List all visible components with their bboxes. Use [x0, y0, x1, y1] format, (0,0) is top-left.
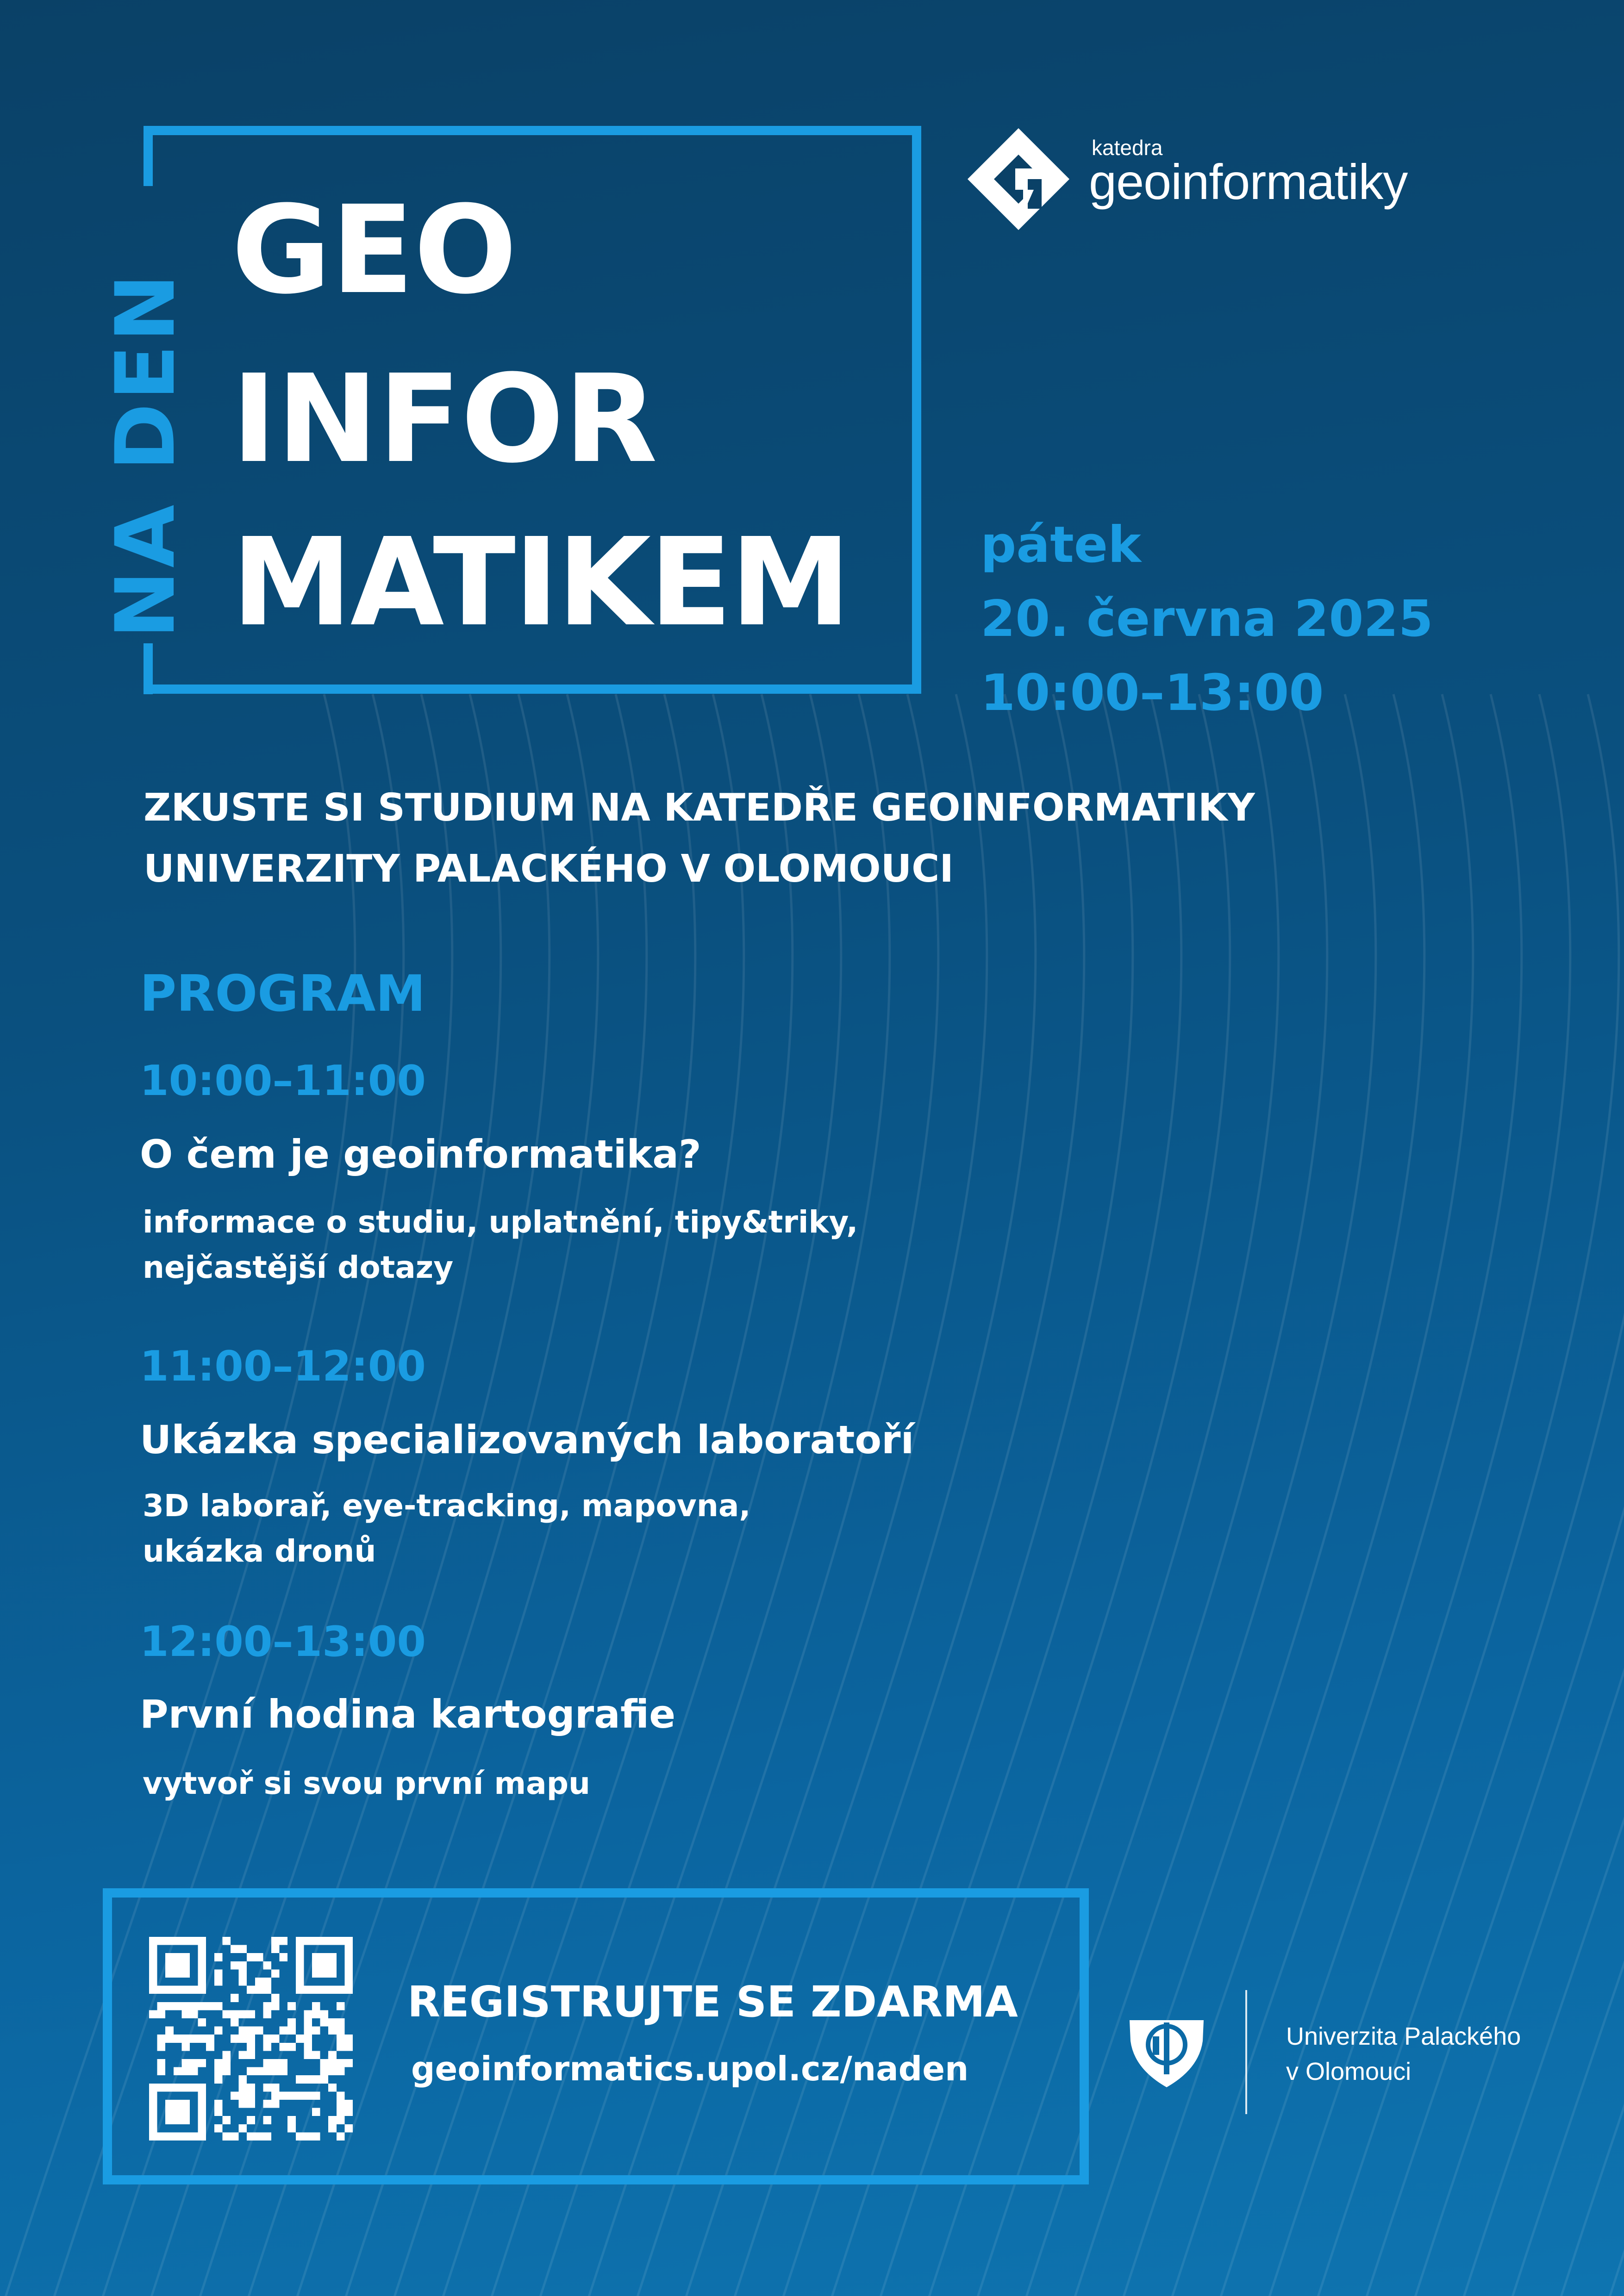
qr-code-icon[interactable]: [149, 1937, 353, 2140]
logo-small-text: katedra: [1092, 136, 1163, 160]
slot-1-desc: [143, 1200, 858, 1290]
title-frame-left-bottom: [144, 643, 153, 694]
university-divider: [1245, 1990, 1247, 2114]
vertical-title-na-den: NA DEN: [98, 271, 193, 639]
intro-text: [144, 778, 1255, 900]
title-line-geo: GEO: [231, 180, 517, 321]
slot-1-title: O čem je geoinformatika?: [140, 1132, 701, 1177]
logo-big-text: geoinformatiky: [1089, 154, 1408, 210]
program-heading: PROGRAM: [140, 965, 425, 1023]
slot-2-title: Ukázka specializovaných laboratoří: [140, 1417, 914, 1462]
university-name: [1286, 2019, 1521, 2089]
event-time: 10:00–13:00: [981, 664, 1324, 722]
event-date-block: [981, 508, 1433, 730]
slot-3-time: 12:00–13:00: [140, 1618, 426, 1666]
slot-3-desc: [143, 1761, 590, 1806]
event-date: 20. června 2025: [981, 590, 1433, 648]
event-weekday: pátek: [981, 516, 1141, 574]
intro-line-1: ZKUSTE SI STUDIUM NA KATEDŘE GEOINFORMATIKY: [144, 786, 1255, 830]
slot-2-desc: [143, 1483, 750, 1574]
slot-2-desc-line-1: 3D laborař, eye-tracking, mapovna,: [143, 1488, 751, 1524]
vertical-title-wrap: [97, 176, 194, 639]
slot-3-desc-line-1: vytvoř si svou první mapu: [143, 1766, 590, 1801]
intro-line-2: UNIVERZITY PALACKÉHO V OLOMOUCI: [144, 847, 954, 891]
slot-1-desc-line-2: nejčastější dotazy: [143, 1250, 454, 1285]
registration-title: REGISTRUJTE SE ZDARMA: [407, 1977, 1018, 2027]
geoinformatics-logo-icon: [965, 126, 1072, 232]
slot-2-desc-line-2: ukázka dronů: [143, 1533, 376, 1569]
title-line-matikem: MATIKEM: [231, 512, 849, 653]
university-name-line-1: Univerzita Palackého: [1286, 2022, 1521, 2050]
slot-3-title: První hodina kartografie: [140, 1692, 676, 1737]
university-emblem-icon: [1125, 2009, 1208, 2092]
registration-url-link[interactable]: geoinformatics.upol.cz/naden: [411, 2049, 969, 2088]
slot-2-time: 11:00–12:00: [140, 1342, 426, 1391]
slot-1-time: 10:00–11:00: [140, 1057, 426, 1105]
title-line-infor: INFOR: [231, 348, 658, 490]
slot-1-desc-line-1: informace o studiu, uplatnění, tipy&triky,: [143, 1204, 858, 1240]
university-name-line-2: v Olomouci: [1286, 2058, 1412, 2085]
